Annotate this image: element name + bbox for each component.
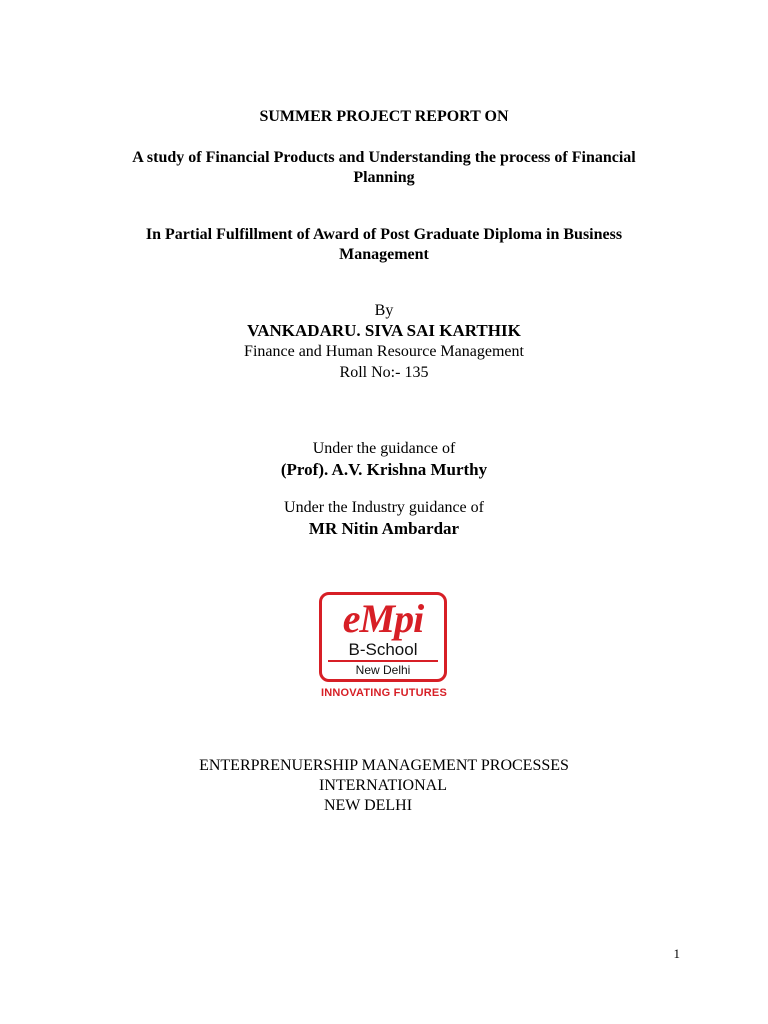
study-title-line-2: Planning — [353, 169, 415, 186]
logo-school: B-School — [348, 640, 418, 659]
guide-name: (Prof). A.V. Krishna Murthy — [280, 460, 488, 479]
institution-line-1: ENTERPRENUERSHIP MANAGEMENT PROCESSES — [199, 757, 569, 774]
logo-wordmark: eMpi — [342, 596, 424, 641]
empi-logo — [312, 592, 456, 700]
logo-divider — [328, 660, 438, 662]
logo-frame — [319, 592, 447, 682]
industry-guidance-label: Under the Industry guidance of — [284, 499, 484, 516]
institution-line-2: INTERNATIONAL — [319, 777, 447, 794]
industry-guide-name: MR Nitin Ambardar — [308, 519, 460, 538]
logo-city: New Delhi — [355, 663, 411, 677]
institution-line-3: NEW DELHI — [323, 797, 413, 814]
report-title: SUMMER PROJECT REPORT ON — [259, 108, 509, 125]
author-name: VANKADARU. SIVA SAI KARTHIK — [247, 321, 521, 340]
page-number: 1 — [673, 946, 680, 961]
by-label: By — [374, 302, 394, 319]
author-specialization: Finance and Human Resource Management — [244, 343, 524, 360]
logo-tagline: INNOVATING FUTURES — [320, 687, 448, 699]
study-title-line-1: A study of Financial Products and Understanding the process of Financial — [132, 149, 636, 166]
guidance-label: Under the guidance of — [312, 440, 456, 457]
author-roll-number: Roll No:- 135 — [339, 364, 429, 381]
fulfillment-line-2: Management — [339, 246, 429, 263]
fulfillment-line-1: In Partial Fulfillment of Award of Post Graduate Diploma in Business — [145, 226, 623, 243]
